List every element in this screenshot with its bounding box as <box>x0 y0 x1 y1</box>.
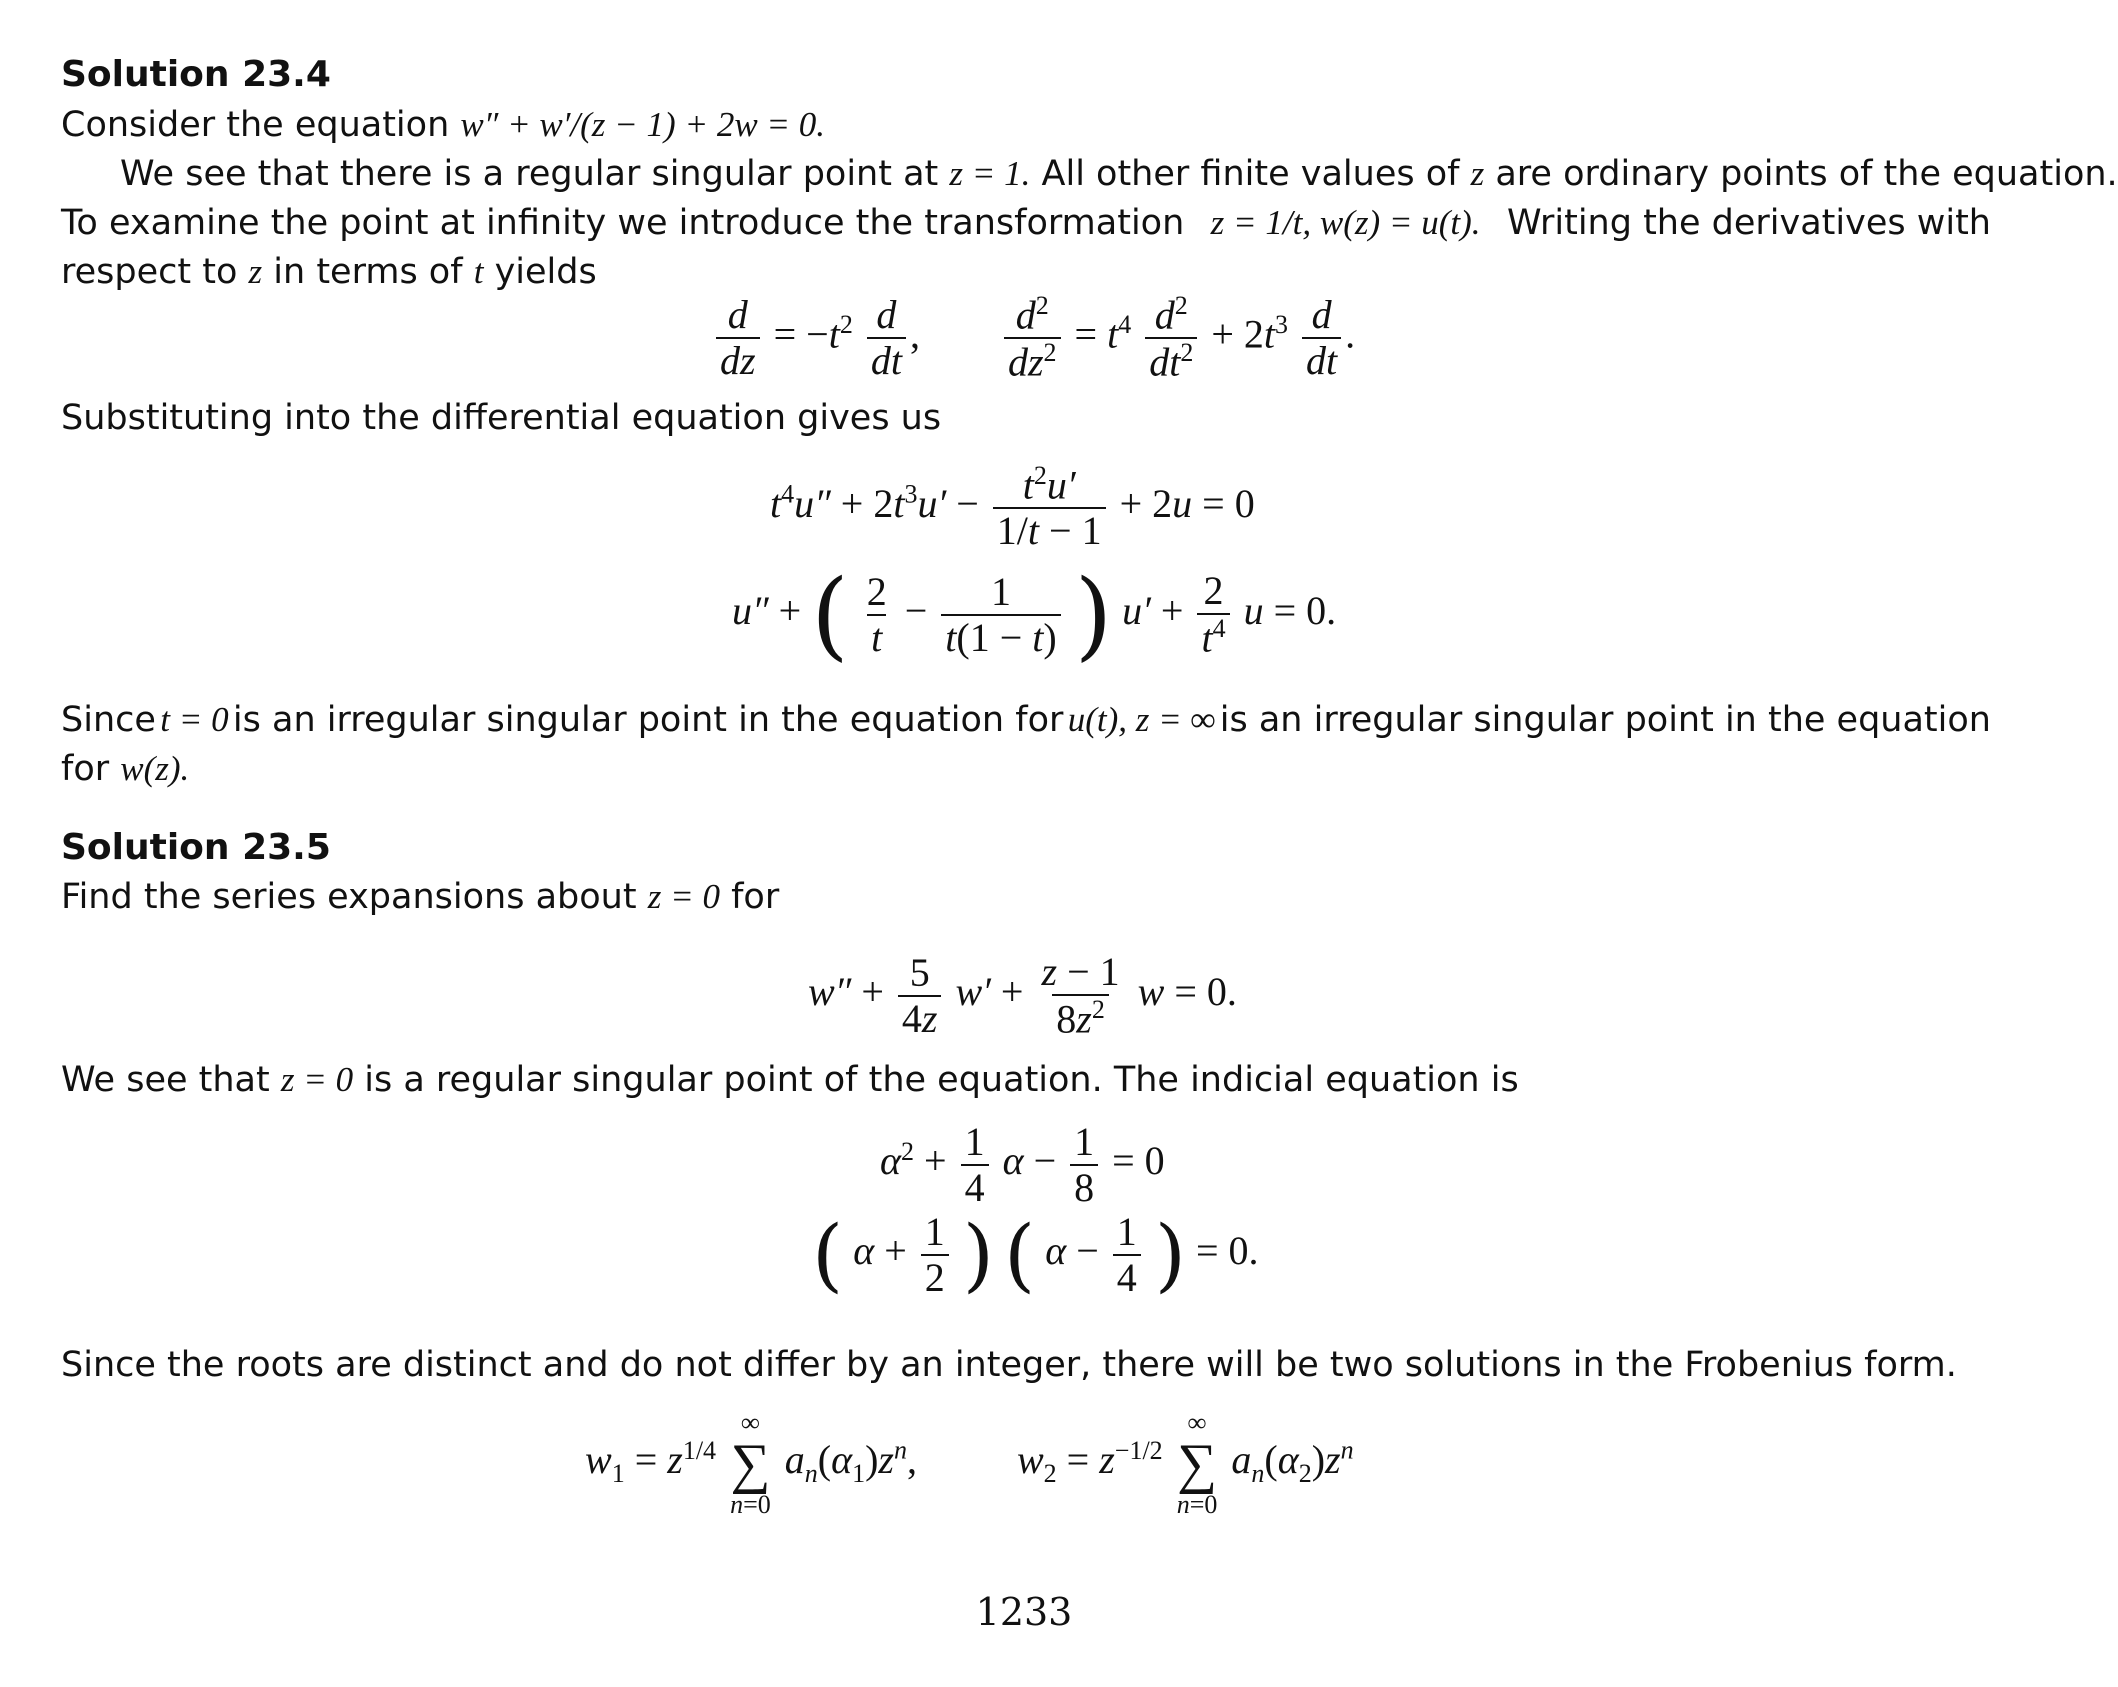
derivative-transform-equation: $\frac{d}{dz}$ = $-t^2$ $\frac{d}{dt}$ , $\frac{d^2}{dz^2}$ = $t^4$ $\frac{d^2}{dt^2}$ + $2t^3$ $\frac{d}{dt}$ . <box>712 292 1355 385</box>
conclusion-line-2: for w(z). <box>61 749 190 789</box>
solution-23-4-intro: Consider the equation w″ + w′/(z − 1) + 2w = 0. <box>61 105 826 145</box>
conclusion-line-1: Since t = 0 is an irregular singular point in the equation for u(t), z = ∞ is an irregular singular point in the equation <box>61 700 1991 740</box>
indicial-equation-1: $\alpha^2$ + $\frac{1}{4}$ α − $\frac{1}{8}$ = 0 <box>880 1119 1165 1210</box>
solution-23-5-heading: Solution 23.5 <box>61 827 331 868</box>
substituted-equation-1: $t^4u'' + 2t^3u'$ − $\frac{t^2u'}{1/t - 1}$ + 2u = 0 <box>770 461 1255 554</box>
paragraph-line-2: To examine the point at infinity we introduce the transformation z = 1/t, w(z) = u(t). Writing the derivatives with <box>61 203 1991 243</box>
regular-singular-text: We see that z = 0 is a regular singular point of the equation. The indicial equation is <box>61 1060 1519 1100</box>
ode-equation: w″ + $\frac{5}{4z}$ w′ + $\frac{z - 1}{8z^2}$ w = 0. <box>808 949 1237 1042</box>
page-number: 1233 <box>975 1590 1073 1634</box>
solution-23-4-heading: Solution 23.4 <box>61 54 331 95</box>
substituted-equation-2: u″ + ( $\frac{2}{t}$ − $\frac{1}{t(1 - t)}$ ) u′ + $\frac{2}{t^4}$ u = 0. <box>732 559 1337 671</box>
paragraph-line-1: We see that there is a regular singular point at z = 1. All other finite values of z are ordinary points of the equation. <box>120 154 2118 194</box>
indicial-equation-2: ( α + $\frac{1}{2}$ ) ( α − $\frac{1}{4}$ ) = 0. <box>812 1208 1259 1301</box>
solution-23-5-intro: Find the series expansions about z = 0 for <box>61 877 780 917</box>
roots-text: Since the roots are distinct and do not differ by an integer, there will be two solutions in the Frobenius form. <box>61 1345 1957 1385</box>
paragraph-line-3: respect to z in terms of t yields <box>61 252 597 292</box>
frobenius-solutions: $w_1 = z^{1/4}$ ∞ ∑ n=0 $a_n(\alpha_1)z^n$, $w_2 = z^{-1/2}$ ∞ ∑ n=0 $a_n(\alpha_2)z^n$ <box>585 1408 1354 1519</box>
intro-equation: w″ + w′/(z − 1) + 2w = 0. <box>460 105 826 144</box>
substituting-text: Substituting into the differential equation gives us <box>61 398 942 438</box>
